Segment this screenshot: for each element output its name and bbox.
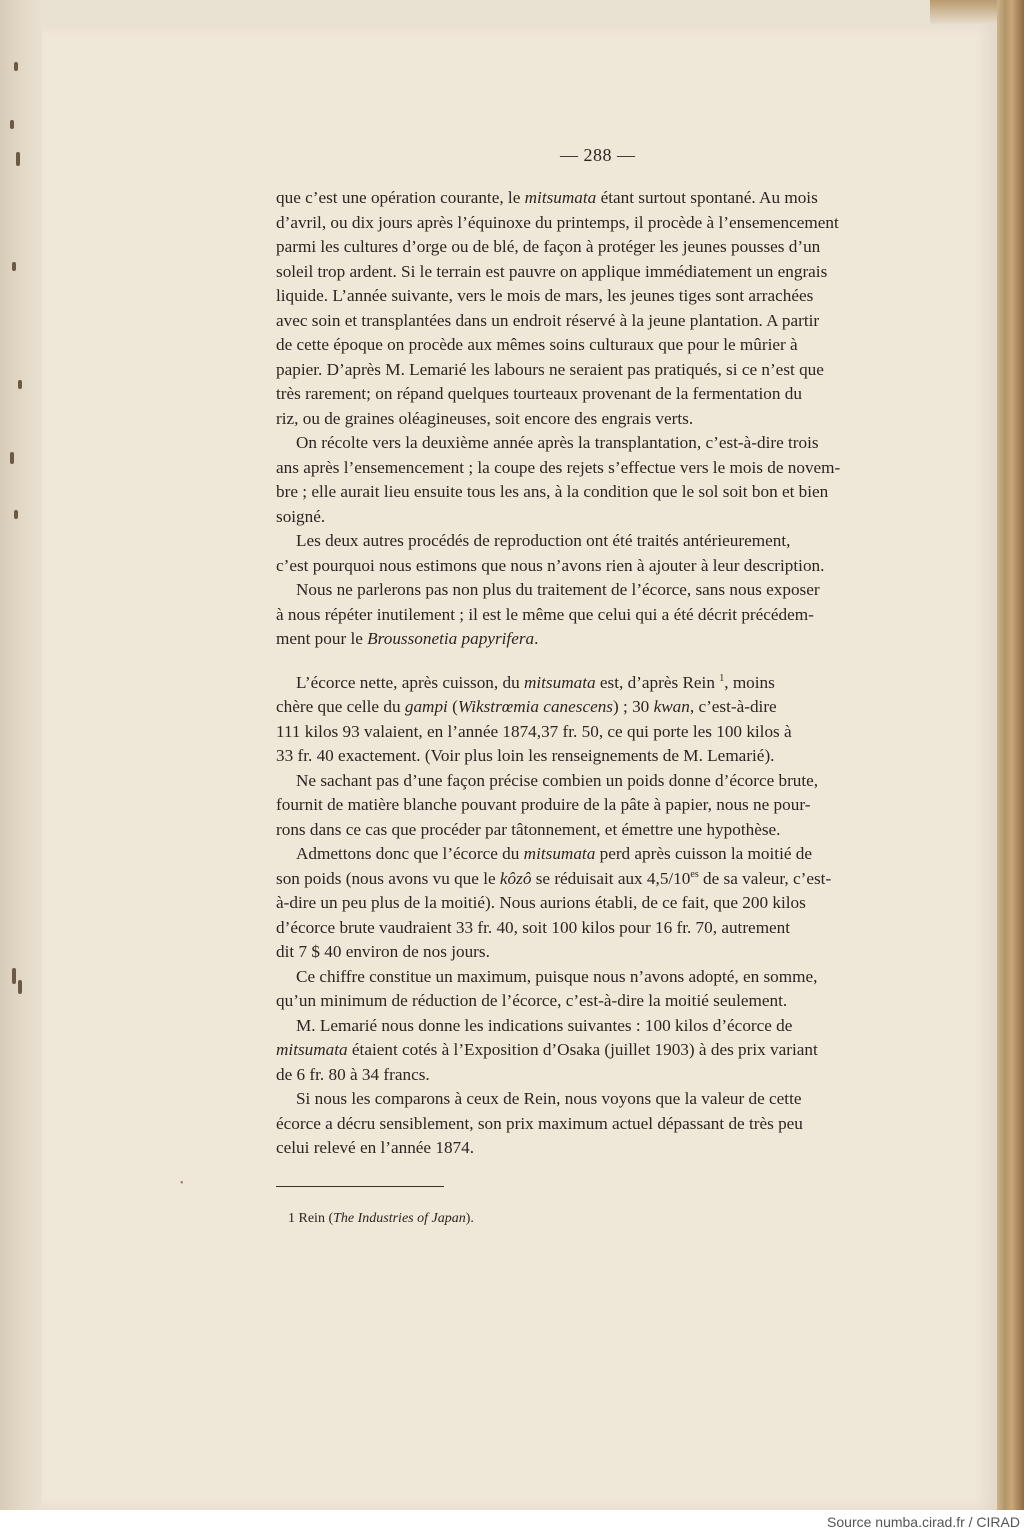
page-number: — 288 — <box>560 145 636 165</box>
paragraph: Ce chiffre constitue un maximum, puisque nous n’avons adopté, en somme, qu’un minimum de réduction de l’écorce, c’est-à-dire la moitié seulement. <box>276 966 818 1010</box>
footnote-marker: 1 <box>288 1211 295 1226</box>
footnote-title: The Industries of Japan <box>333 1211 466 1226</box>
italic-term: kwan <box>653 697 690 716</box>
paragraph: Admettons donc que l’écorce du mitsumata perd après cuisson la moitié de son poids (nous avons vu que le kôzô se réduisait aux $4,5/10^{es}$ de sa valeur, c’est- à-dire un peu plus de la moitié). Nous aurions établi, de ce fait, que 200 kilos d’écorce brute vaudraient 33 fr. 40, soit 100 kilos pour 16 fr. 70, autrement dit 7 $ 40 environ de nos jours. <box>276 844 832 961</box>
paragraph: que c’est une opération courante, le mitsumata étant surtout spontané. Au mois d’avril, ou dix jours après l’équinoxe du printemps, il procède à l’ensemencement parmi les cultures d’orge ou de blé, de façon à protéger les jeunes pousses d’un soleil trop ardent. Si le terrain est pauvre on applique immédiatement un engrais liquide. L’année suivante, vers le mois de mars, les jeunes tiges sont arrachées avec soin et transplantées dans un endroit réservé à la jeune plantation. A partir de cette époque on procède aux mêmes soins culturaux que pour le mûrier à papier. D’après M. Lemarié les labours ne seraient pas pratiqués, si ce n’est que très rarement; on répand quelques tourteaux provenant de la fermentation du riz, ou de graines oléagineuses, soit encore des engrais verts. <box>276 188 839 428</box>
footnote-rule <box>276 1186 444 1187</box>
page-top-edge <box>930 0 1000 24</box>
superscript: es <box>690 868 699 880</box>
paragraph: Si nous les comparons à ceux de Rein, nous voyons que la valeur de cette écorce a décru sensiblement, son prix maximum actuel dépassant de très peu celui relevé en l’année 1874. <box>276 1089 803 1157</box>
body-text <box>276 186 924 1161</box>
source-credit: Source numba.cirad.fr / CIRAD <box>827 1514 1020 1530</box>
footnote-text-after: ). <box>465 1211 474 1226</box>
italic-term: Wikstrœmia canescens <box>457 697 613 716</box>
footnote <box>288 1211 588 1227</box>
paragraph: Les deux autres procédés de reproduction ont été traités antérieurement, c’est pourquoi nous estimons que nous n’avons rien à ajouter à leur description. <box>276 531 825 575</box>
previous-page-margin <box>0 0 42 1510</box>
paragraph: On récolte vers la deuxième année après la transplantation, c’est-à-dire trois ans après l’ensemencement ; la coupe des rejets s’effectue vers le mois de novem- bre ; elle aurait lieu ensuite tous les ans, à la condition que le sol soit bon et bien soigné. <box>276 433 841 526</box>
italic-term: mitsumata <box>523 844 596 863</box>
italic-term: mitsumata <box>523 672 596 692</box>
stray-mark: • <box>180 1178 184 1189</box>
italic-term: mitsumata <box>276 1040 348 1059</box>
italic-term: Broussonetia papyrifera <box>367 629 535 648</box>
italic-term: mitsumata <box>524 188 597 207</box>
superscript: 1 <box>719 672 725 684</box>
paragraph: M. Lemarié nous donne les indications suivantes : 100 kilos d’écorce de mitsumata étaient cotés à l’Exposition d’Osaka (juillet 1903) à des prix variant de 6 fr. 80 à 34 francs. <box>276 1015 818 1084</box>
paragraph: Ne sachant pas d’une façon précise combien un poids donne d’écorce brute, fournit de matière blanche pouvant produire de la pâte à papier, nous ne pour- rons dans ce cas que procéder par tâtonnement, et émettre une hypothèse. <box>276 770 819 839</box>
paragraph: L’écorce nette, après cuisson, du mitsumata est, d’après Rein $^1$, moins chère que celle du gampi (Wikstrœmia canescens) ; 30 kwan, c’est-à-dire 111 kilos 93 valaient, en l’année 1874,37 fr. 50, ce qui porte les 100 kilos à 33 fr. 40 exactement. (Voir plus loin les renseignements de M. Lemarié). <box>276 672 792 765</box>
book-page-edge <box>997 0 1024 1510</box>
footnote-text-before: Rein ( <box>298 1211 334 1226</box>
paragraph: Nous ne parlerons pas non plus du traitement de l’écorce, sans nous exposer à nous répéter inutilement ; il est le même que celui qui a été décrit précédem- ment pour le Broussonetia papyrifera. <box>276 580 820 648</box>
italic-term: kôzô <box>499 868 532 888</box>
italic-term: gampi <box>404 697 448 716</box>
